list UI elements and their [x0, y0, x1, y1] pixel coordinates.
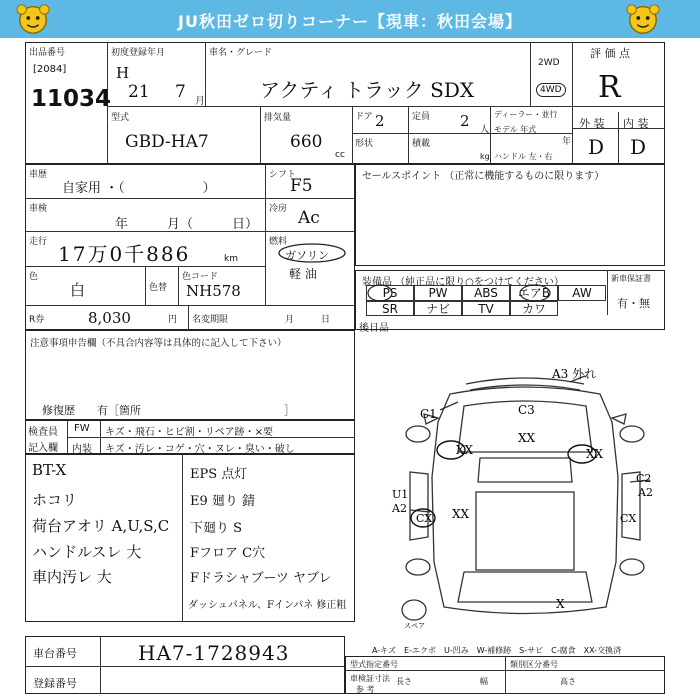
- modelyear-label: モデル 年式: [494, 125, 537, 134]
- reference-label: 参 考: [356, 685, 375, 694]
- comment-right-6: ダッシュパネル、Fインパネ 修正粗: [188, 600, 347, 611]
- category-number-label: 類別区分番号: [510, 660, 558, 669]
- registration-label: 登録番号: [33, 677, 77, 690]
- comment-left-1: BT-X: [32, 461, 67, 479]
- equip-tv: TV: [462, 301, 510, 316]
- recorder-label: 記入欄: [28, 443, 58, 454]
- equipment-label: 装備品 （純正品に限り○をつけてください）: [362, 277, 564, 288]
- length-label: 長さ: [396, 677, 412, 686]
- recycle-unit: 円: [168, 315, 178, 325]
- model-label: 型式: [111, 113, 130, 123]
- door-label: ドア: [355, 112, 373, 122]
- annot-cx-left: CX: [416, 512, 433, 525]
- fuel-circle-mark: [276, 242, 348, 264]
- shift-value: F5: [290, 176, 313, 196]
- width-label: 幅: [480, 677, 488, 686]
- annot-xx-front: XX: [518, 431, 536, 445]
- equip-pw: PW: [414, 285, 462, 301]
- capacity-unit: 人: [480, 125, 490, 135]
- handle-label: ハンドル 左・右: [494, 152, 553, 161]
- annot-c1: C1: [420, 407, 437, 421]
- comment-left-2: ホコリ: [32, 491, 78, 509]
- fuel-value-gasoline: ガソリン: [285, 249, 329, 262]
- equip-circle-marks: [366, 283, 558, 303]
- car-damage-diagram: [380, 362, 670, 632]
- year-value: 21: [128, 82, 150, 102]
- equip-leather: カワ: [510, 301, 558, 316]
- height-label: 高さ: [560, 677, 576, 686]
- usage-value: 自家用 ・（ ）: [62, 181, 216, 196]
- mileage-label: 走行: [29, 237, 48, 247]
- drive-2wd: 2WD: [538, 58, 560, 68]
- type-number-label: 型式指定番号: [350, 660, 398, 669]
- lot-number: 11034: [31, 86, 112, 112]
- fw-label: FW: [74, 423, 90, 434]
- interior-column: 内装: [72, 444, 92, 455]
- recycle-value: 8,030: [88, 309, 131, 327]
- drive-4wd: 4WD: [536, 83, 566, 97]
- month-unit: 月: [195, 96, 205, 107]
- mileage-value: 17万0千886: [58, 242, 191, 266]
- displacement-unit: cc: [335, 150, 345, 160]
- load-label: 積載: [412, 139, 431, 149]
- equip-sr: SR: [366, 301, 414, 316]
- shape-label: 形状: [355, 139, 374, 149]
- displacement-value: 660: [290, 132, 323, 152]
- namechange-value: 月 日: [285, 315, 331, 325]
- comment-left-4: ハンドルスレ 大: [32, 543, 142, 561]
- color-label: 色: [29, 272, 39, 282]
- delivery-label: 後日品: [359, 323, 389, 334]
- displacement-label: 排気量: [264, 113, 292, 123]
- namechange-label: 名変期限: [192, 315, 229, 325]
- warranty-value: 有・無: [617, 297, 650, 310]
- page-title: JU秋田ゼロ切りコーナー【現車：秋田会場】: [178, 12, 522, 31]
- comment-right-5: Fドラシャブーツ ヤブレ: [190, 571, 332, 586]
- comment-right-3: 下廻り S: [190, 521, 243, 536]
- name-label: 車名・グレード: [209, 48, 273, 58]
- annot-a2-right: A2: [638, 486, 653, 499]
- chassis-label: 車台番号: [33, 647, 77, 660]
- annot-cx-right: CX: [620, 512, 637, 525]
- annot-c2: C2: [636, 472, 652, 485]
- annot-a2-left: A2: [392, 502, 407, 515]
- annot-a3-out: A3 外れ: [552, 367, 597, 381]
- color-change-label: 色替: [149, 283, 168, 293]
- equip-aw: AW: [558, 285, 606, 301]
- comment-left-3: 荷台アオリ A,U,S,C: [32, 517, 170, 535]
- inspector-label: 検査員: [28, 427, 58, 438]
- caution-label: 注意事項申告欄（不具合内容等は具体的に記入して下さい）: [30, 338, 287, 349]
- fuel-value-diesel: 軽 油: [289, 267, 317, 281]
- exterior-label: 外 装: [579, 117, 605, 130]
- vehicle-size-label: 車検証寸法: [350, 674, 390, 683]
- color-value: 白: [70, 281, 86, 299]
- dealer-label: ディーラー・並行: [494, 110, 558, 119]
- equip-navi: ナビ: [414, 301, 462, 316]
- door-value: 2: [375, 112, 385, 130]
- grade-label: 評 価 点: [590, 47, 630, 60]
- mascot-icon-left: [14, 2, 52, 36]
- capacity-label: 定員: [412, 112, 431, 122]
- model-value: GBD-HA7: [125, 132, 209, 152]
- annot-c3: C3: [518, 403, 535, 417]
- title-bar: [0, 0, 700, 38]
- grade-value: R: [598, 70, 621, 105]
- ac-value: Ac: [298, 208, 320, 228]
- fuel-label: 燃料: [269, 237, 288, 247]
- damage-code-legend: A-キズ E-エクボ U-凹み W-補修跡 S-サビ C-腐食 XX-交換済: [372, 646, 622, 655]
- usage-label: 車歴: [29, 170, 48, 180]
- equip-abs: ABS: [462, 285, 510, 301]
- lot-label: 出品番号: [29, 48, 66, 58]
- colorcode-label: 色コード: [182, 272, 219, 282]
- annot-xx-right: XX: [586, 447, 604, 461]
- equip-ps: PS: [366, 285, 414, 301]
- colorcode-value: NH578: [186, 282, 241, 300]
- load-unit: kg: [480, 152, 490, 161]
- comment-right-4: Fフロア C穴: [190, 546, 266, 561]
- inspection-label: 車検: [29, 204, 48, 214]
- annot-xx-left: XX: [456, 443, 474, 457]
- first-reg-label: 初度登録年月: [111, 48, 166, 58]
- exterior-value: D: [588, 135, 605, 159]
- recycle-label: R券: [29, 315, 45, 325]
- equip-airbag: エアB: [510, 285, 558, 301]
- interior-value: D: [630, 135, 647, 159]
- mileage-unit: km: [224, 254, 238, 264]
- warranty-label: 新車保証書: [611, 274, 651, 283]
- year-unit: 年: [562, 137, 572, 147]
- spare-label: スペア: [404, 622, 425, 630]
- interior-legend: キズ・汚レ・コゲ・穴・ヌレ・臭い・破し: [105, 444, 295, 455]
- inspection-value: 年 月（ 日）: [115, 217, 259, 232]
- mascot-icon-right: [624, 2, 662, 36]
- interior-label: 内 装: [623, 117, 649, 130]
- sales-point-label: セールスポイント （正常に機能するものに限ります）: [362, 171, 605, 182]
- month-value: 7: [175, 82, 186, 102]
- comment-right-1: EPS 点灯: [190, 467, 248, 482]
- repair-history: 修復歴 有［箇所 ］: [42, 404, 295, 417]
- comment-right-2: E9 廻り 錆: [190, 494, 256, 509]
- annot-xx-bed: XX: [452, 507, 470, 521]
- lot-sub-number: [2084]: [33, 64, 67, 75]
- capacity-value: 2: [460, 112, 470, 130]
- fw-legend: キズ・飛石・ヒビ割・リペア跡・×要: [105, 427, 273, 438]
- annot-x-rear: X: [556, 597, 565, 611]
- name-value: アクティ トラック SDX: [260, 78, 475, 102]
- era-value: H: [116, 64, 130, 82]
- annot-u1: U1: [392, 488, 409, 501]
- comment-left-5: 車内汚レ 大: [32, 568, 112, 586]
- chassis-value: HA7-1728943: [138, 641, 290, 665]
- ac-label: 冷房: [269, 204, 288, 214]
- shift-label: シフト: [269, 170, 297, 180]
